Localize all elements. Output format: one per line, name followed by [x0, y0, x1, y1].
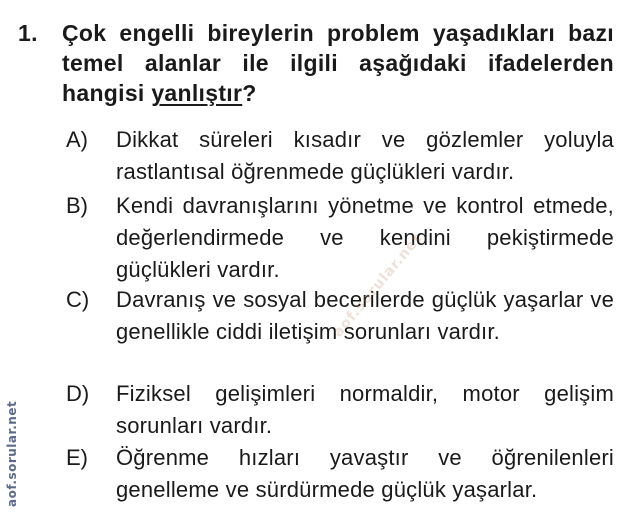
option-text: Kendi davranışlarını yönetme ve kontrol etmede, değerlendirmede ve kendini pekiştirmede güçlükleri vardır.: [116, 193, 614, 282]
option-d[interactable]: [66, 378, 614, 442]
option-letter: A): [66, 127, 88, 152]
option-letter: D): [66, 381, 90, 406]
question-text-end: ?: [242, 80, 257, 106]
option-letter: C): [66, 287, 90, 312]
question-text: [62, 18, 614, 108]
option-letter: E): [66, 445, 88, 470]
side-watermark: aof.sorular.net: [5, 400, 19, 507]
question-text-main: Çok engelli bireylerin problem yaşadıkları bazı temel alanlar ile ilgili aşağıdaki ifadelerden hangisi: [62, 20, 614, 106]
option-text: Öğrenme hızları yavaştır ve öğrenilenleri genelleme ve sürdürmede güçlük yaşarlar.: [116, 445, 614, 502]
question: [18, 18, 614, 108]
option-text: Fiziksel gelişimleri normaldir, motor gelişim sorunları vardır.: [116, 381, 614, 438]
option-e[interactable]: [66, 442, 614, 506]
option-text: Davranış ve sosyal becerilerde güçlük yaşarlar ve genellikle ciddi iletişim sorunları vardır.: [116, 287, 614, 344]
option-letter: B): [66, 193, 88, 218]
question-emphasis: yanlıştır: [151, 80, 243, 106]
question-number: 1.: [18, 20, 38, 46]
option-a[interactable]: [66, 124, 614, 190]
option-b[interactable]: [66, 190, 614, 284]
answer-options: [66, 124, 614, 506]
option-text: Dikkat süreleri kısadır ve gözlemler yoluyla rastlantısal öğrenmede güçlükleri vardır.: [116, 127, 614, 184]
diagonal-watermark: aof.sorular.net: [330, 230, 426, 341]
